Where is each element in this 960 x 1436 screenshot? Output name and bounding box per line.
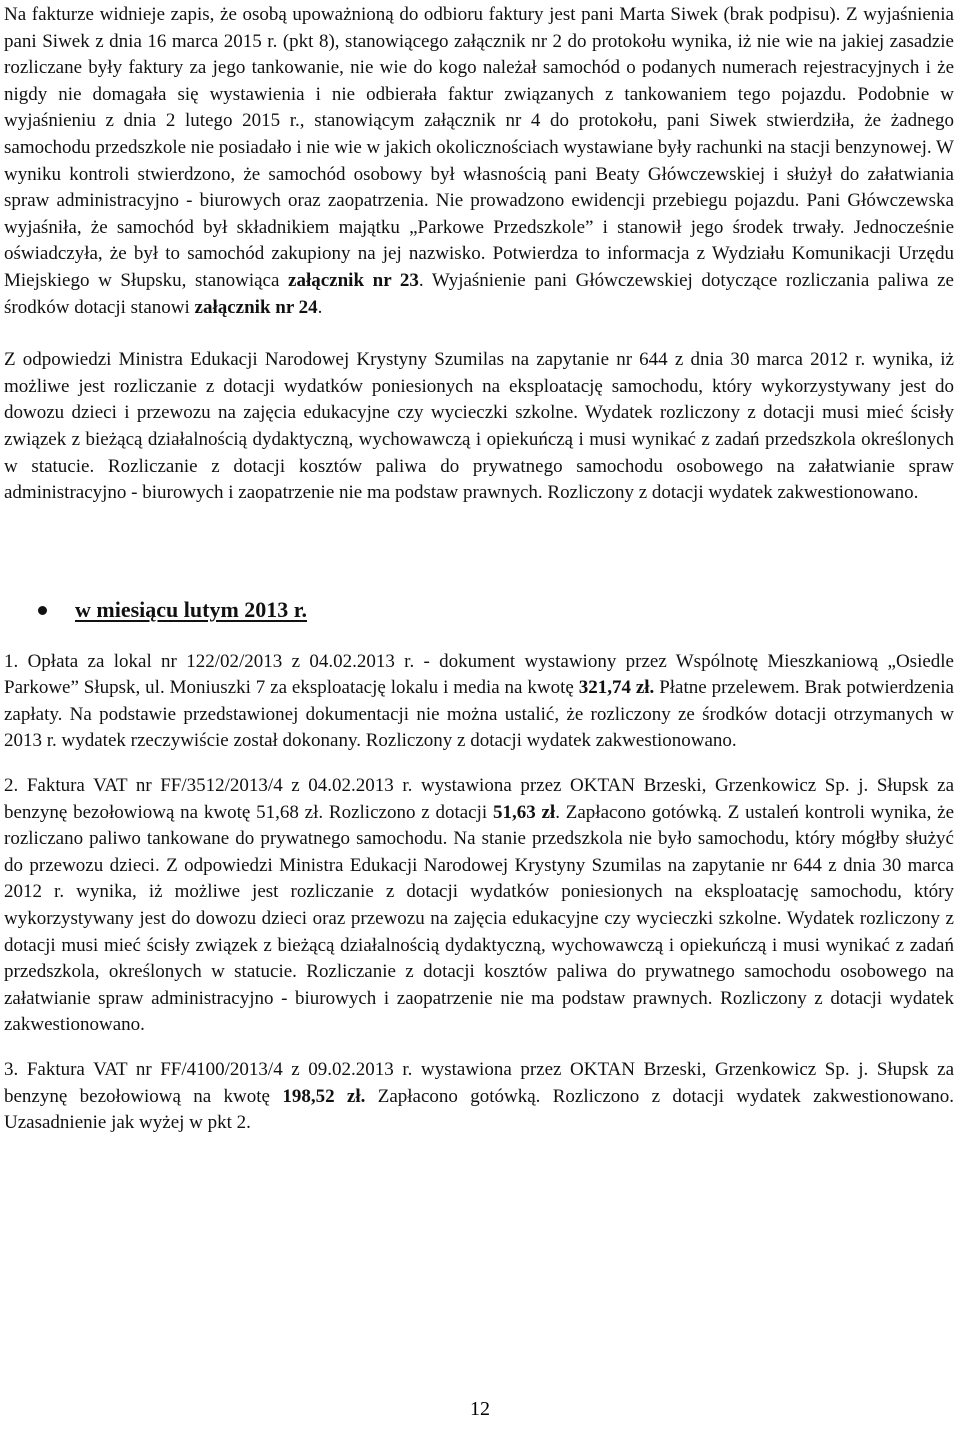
bullet-icon: [38, 606, 47, 615]
list-item-2: [4, 773, 954, 1039]
list-item-3: [4, 1057, 954, 1137]
text-run: 1. Opłata za lokal nr 122/02/2013 z 04.02.2013 r. - dokument wystawiony przez Wspólnotę Mieszkaniową „Osiedle Parkowe” Słupsk, ul. Moniuszki 7 za eksploatację lokalu i media na kwotę: [4, 650, 954, 699]
text-run: 3. Faktura VAT nr FF/4100/2013/4 z 09.02.2013 r. wystawiona przez OKTAN Brzeski, Grzenkowicz Sp. j. Słupsk za benzynę bezołowiową na kwotę: [4, 1059, 954, 1107]
list-item-1: [4, 649, 954, 755]
text-run: 2. Faktura VAT nr FF/3512/2013/4 z 04.02.2013 r. wystawiona przez OKTAN Brzeski, Grzenkowicz Sp. j. Słupsk za benzynę bezołowiową na kwotę 51,68 zł. Rozliczono z dotacji: [4, 775, 954, 823]
text-run: Zapłacono gotówką. Rozliczono z dotacji wydatek zakwestionowano. Uzasadnienie jak wyżej w pkt 2.: [4, 1085, 955, 1134]
amount-bold: 321,74 zł.: [578, 677, 655, 699]
paragraph-minister-answer: Z odpowiedzi Ministra Edukacji Narodowej Krystyny Szumilas na zapytanie nr 644 z dnia 30 marca 2012 r. wynika, iż możliwe jest rozliczanie z dotacji wydatków poniesionych na eksploatację samochodu, który wykorzystywany jest do dowozu dzieci i przewozu na zajęcia edukacyjne czy wycieczki szkolne. Wydatek rozliczony z dotacji musi mieć ścisły związek z bieżącą działalnością dydaktyczną, wychowawczą i opiekuńczą i musi wynikać z zadań przedszkola określonych w statucie. Rozliczanie z dotacji kosztów paliwa do prywatnego samochodu osobowego na załatwianie spraw administracyjno - biurowych i zaopatrzenie nie ma podstaw prawnych. Rozliczony z dotacji wydatek zakwestionowano.: [4, 349, 954, 504]
text-run: Płatne przelewem. Brak potwierdzenia zapłaty. Na podstawie przedstawionej dokumentacji nie można ustalić, że rozliczony ze środków dotacji otrzymanych w 2013 r. wydatek rzeczywiście został dokonany. Rozliczony z dotacji wydatek zakwestionowano.: [4, 677, 954, 752]
text-run: Na fakturze widnieje zapis, że osobą upoważnioną do odbioru faktury jest pani Marta Siwek (brak podpisu). Z wyjaśnienia pani Siwek z dnia 16 marca 2015 r. (pkt 8), stanowiącego załącznik nr 2 do protokołu wynika, iż nie wie na jakiej zasadzie rozliczane były faktury za jego tankowanie, nie wie do kogo należał samochód o podanych numerach rejestracyjnych i że nigdy nie domagała się wystawienia i nie odbierała faktur związanych z tankowaniem tego pojazdu. Podobnie w wyjaśnieniu z dnia 2 lutego 2015 r., stanowiącym załącznik nr 4 do protokołu, pani Siwek stwierdziła, że żadnego samochodu przedszkole nie posiadało i nie wie w jakich okolicznościach wystawiane były rachunki na stacji benzynowej. W wyniku kontroli stwierdzono, że samochód osobowy był własnością pani Beaty Główczewskiej i służył do załatwiania spraw administracyjno - biurowych oraz zaopatrzenia. Nie prowadzono ewidencji przebiegu pojazdu. Pani Główczewska wyjaśniła, że samochód był składnikiem majątku „Parkowe Przedszkole” i stanowił jego środek trwały. Jednocześnie oświadczyła, że był to samochód zakupiony na jej nazwisko. Potwierdza to informacja z Wydziału Komunikacji Urzędu Miejskiego w Słupsku, stanowiąca: [4, 4, 954, 291]
text-run: .: [317, 296, 323, 318]
text-run: . Wyjaśnienie pani Główczewskiej dotyczące rozliczania paliwa ze środków dotacji stanowi: [4, 269, 954, 318]
amount-bold: 51,63 zł: [492, 801, 556, 823]
text-run: . Zapłacono gotówką. Z ustaleń kontroli wynika, że rozliczano paliwo tankowane do prywatnego samochodu. Na stanie przedszkola nie było samochodu, który mógłby służyć do przewozu dzieci. Z odpowiedzi Ministra Edukacji Narodowej Krystyny Szumilas na zapytanie nr 644 z dnia 30 marca 2012 r. wynika, iż możliwe jest rozliczanie z dotacji wydatków poniesionych na eksploatację samochodu, który wykorzystywany jest do dowozu dzieci oraz przewozu na zajęcia edukacyjne czy wycieczki szkolne. Wydatek rozliczony z dotacji musi mieć ścisły związek z bieżącą działalnością dydaktyczną, wychowawczą i opiekuńczą i musi wynikać z zadań przedszkola, określonych w statucie. Rozliczanie z dotacji kosztów paliwa do prywatnego samochodu osobowego na załatwianie spraw administracyjno - biurowych i zaopatrzenie nie ma podstaw prawnych. Rozliczony z dotacji wydatek zakwestionowano.: [4, 801, 954, 1036]
amount-bold: 198,52 zł.: [282, 1085, 366, 1107]
section-heading: [38, 591, 954, 631]
attachment-ref-24: załącznik nr 24: [194, 296, 318, 318]
section-heading-text: w miesiącu lutym 2013 r.: [75, 597, 308, 623]
paragraph-siwek-explanation: [4, 2, 954, 321]
attachment-ref-23: załącznik nr 23: [288, 269, 419, 291]
page-number: 12: [470, 1398, 490, 1420]
